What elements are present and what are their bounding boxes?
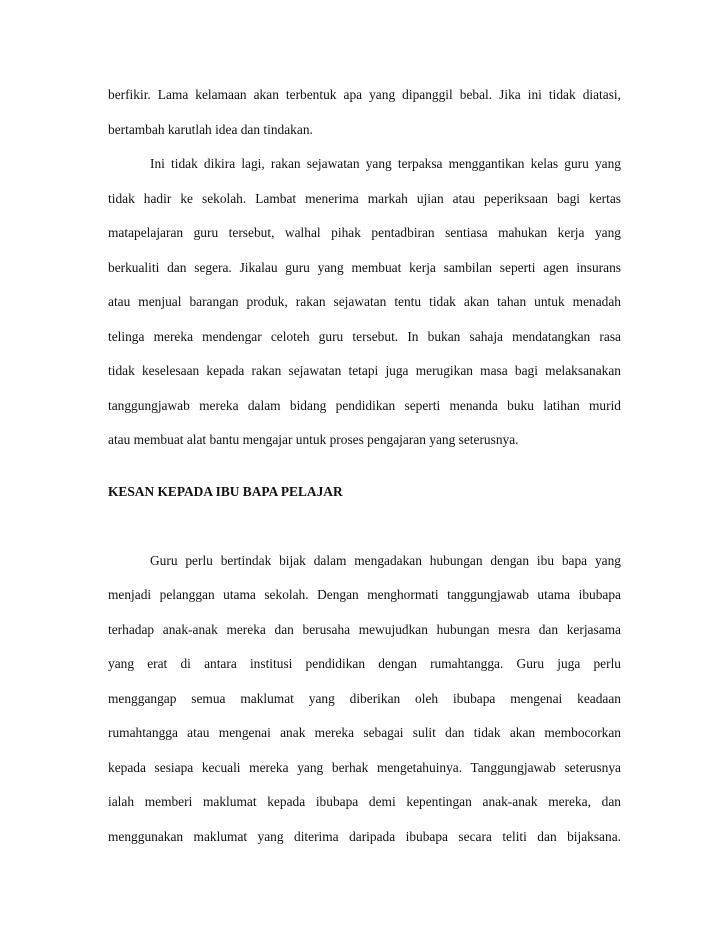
paragraph-line: bertambah karutlah idea dan tindakan. bbox=[108, 122, 313, 137]
paragraph-line: matapelajaran guru tersebut, walhal pihak pentadbiran sentiasa mahukan kerja yang bbox=[108, 225, 621, 240]
paragraph-line: berfikir. Lama kelamaan akan terbentuk apa yang dipanggil bebal. Jika ini tidak diatasi, bbox=[108, 87, 621, 102]
paragraph-line: menggangap semua maklumat yang diberikan oleh ibubapa mengenai keadaan bbox=[108, 691, 621, 706]
paragraph-line: terhadap anak-anak mereka dan berusaha mewujudkan hubungan mesra dan kerjasama bbox=[108, 622, 621, 637]
paragraph-line: ialah memberi maklumat kepada ibubapa demi kepentingan anak-anak mereka, dan bbox=[108, 794, 621, 809]
paragraph-line: yang erat di antara institusi pendidikan dengan rumahtangga. Guru juga perlu bbox=[108, 656, 621, 671]
paragraph-line: rumahtangga atau mengenai anak mereka sebagai sulit dan tidak akan membocorkan bbox=[108, 725, 621, 740]
paragraph-line: Guru perlu bertindak bijak dalam mengadakan hubungan dengan ibu bapa yang bbox=[150, 553, 621, 568]
paragraph-line: Ini tidak dikira lagi, rakan sejawatan yang terpaksa menggantikan kelas guru yang bbox=[150, 156, 621, 171]
paragraph-line: atau membuat alat bantu mengajar untuk proses pengajaran yang seterusnya. bbox=[108, 432, 519, 447]
section-heading: KESAN KEPADA IBU BAPA PELAJAR bbox=[108, 484, 343, 499]
paragraph-line: berkualiti dan segera. Jikalau guru yang membuat kerja sambilan seperti agen insurans bbox=[108, 260, 621, 275]
paragraph-line: kepada sesiapa kecuali mereka yang berhak mengetahuinya. Tanggungjawab seterusnya bbox=[108, 760, 621, 775]
paragraph-line: tidak hadir ke sekolah. Lambat menerima markah ujian atau peperiksaan bagi kertas bbox=[108, 191, 621, 206]
paragraph-line: telinga mereka mendengar celoteh guru tersebut. In bukan sahaja mendatangkan rasa bbox=[108, 329, 621, 344]
paragraph-line: tidak keselesaan kepada rakan sejawatan tetapi juga merugikan masa bagi melaksanakan bbox=[108, 363, 621, 378]
paragraph-line: menjadi pelanggan utama sekolah. Dengan menghormati tanggungjawab utama ibubapa bbox=[108, 587, 621, 602]
paragraph-line: atau menjual barangan produk, rakan sejawatan tentu tidak akan tahan untuk menadah bbox=[108, 294, 621, 309]
paragraph-line: menggunakan maklumat yang diterima daripada ibubapa secara teliti dan bijaksana. bbox=[108, 829, 621, 844]
paragraph-line: tanggungjawab mereka dalam bidang pendidikan seperti menanda buku latihan murid bbox=[108, 398, 621, 413]
